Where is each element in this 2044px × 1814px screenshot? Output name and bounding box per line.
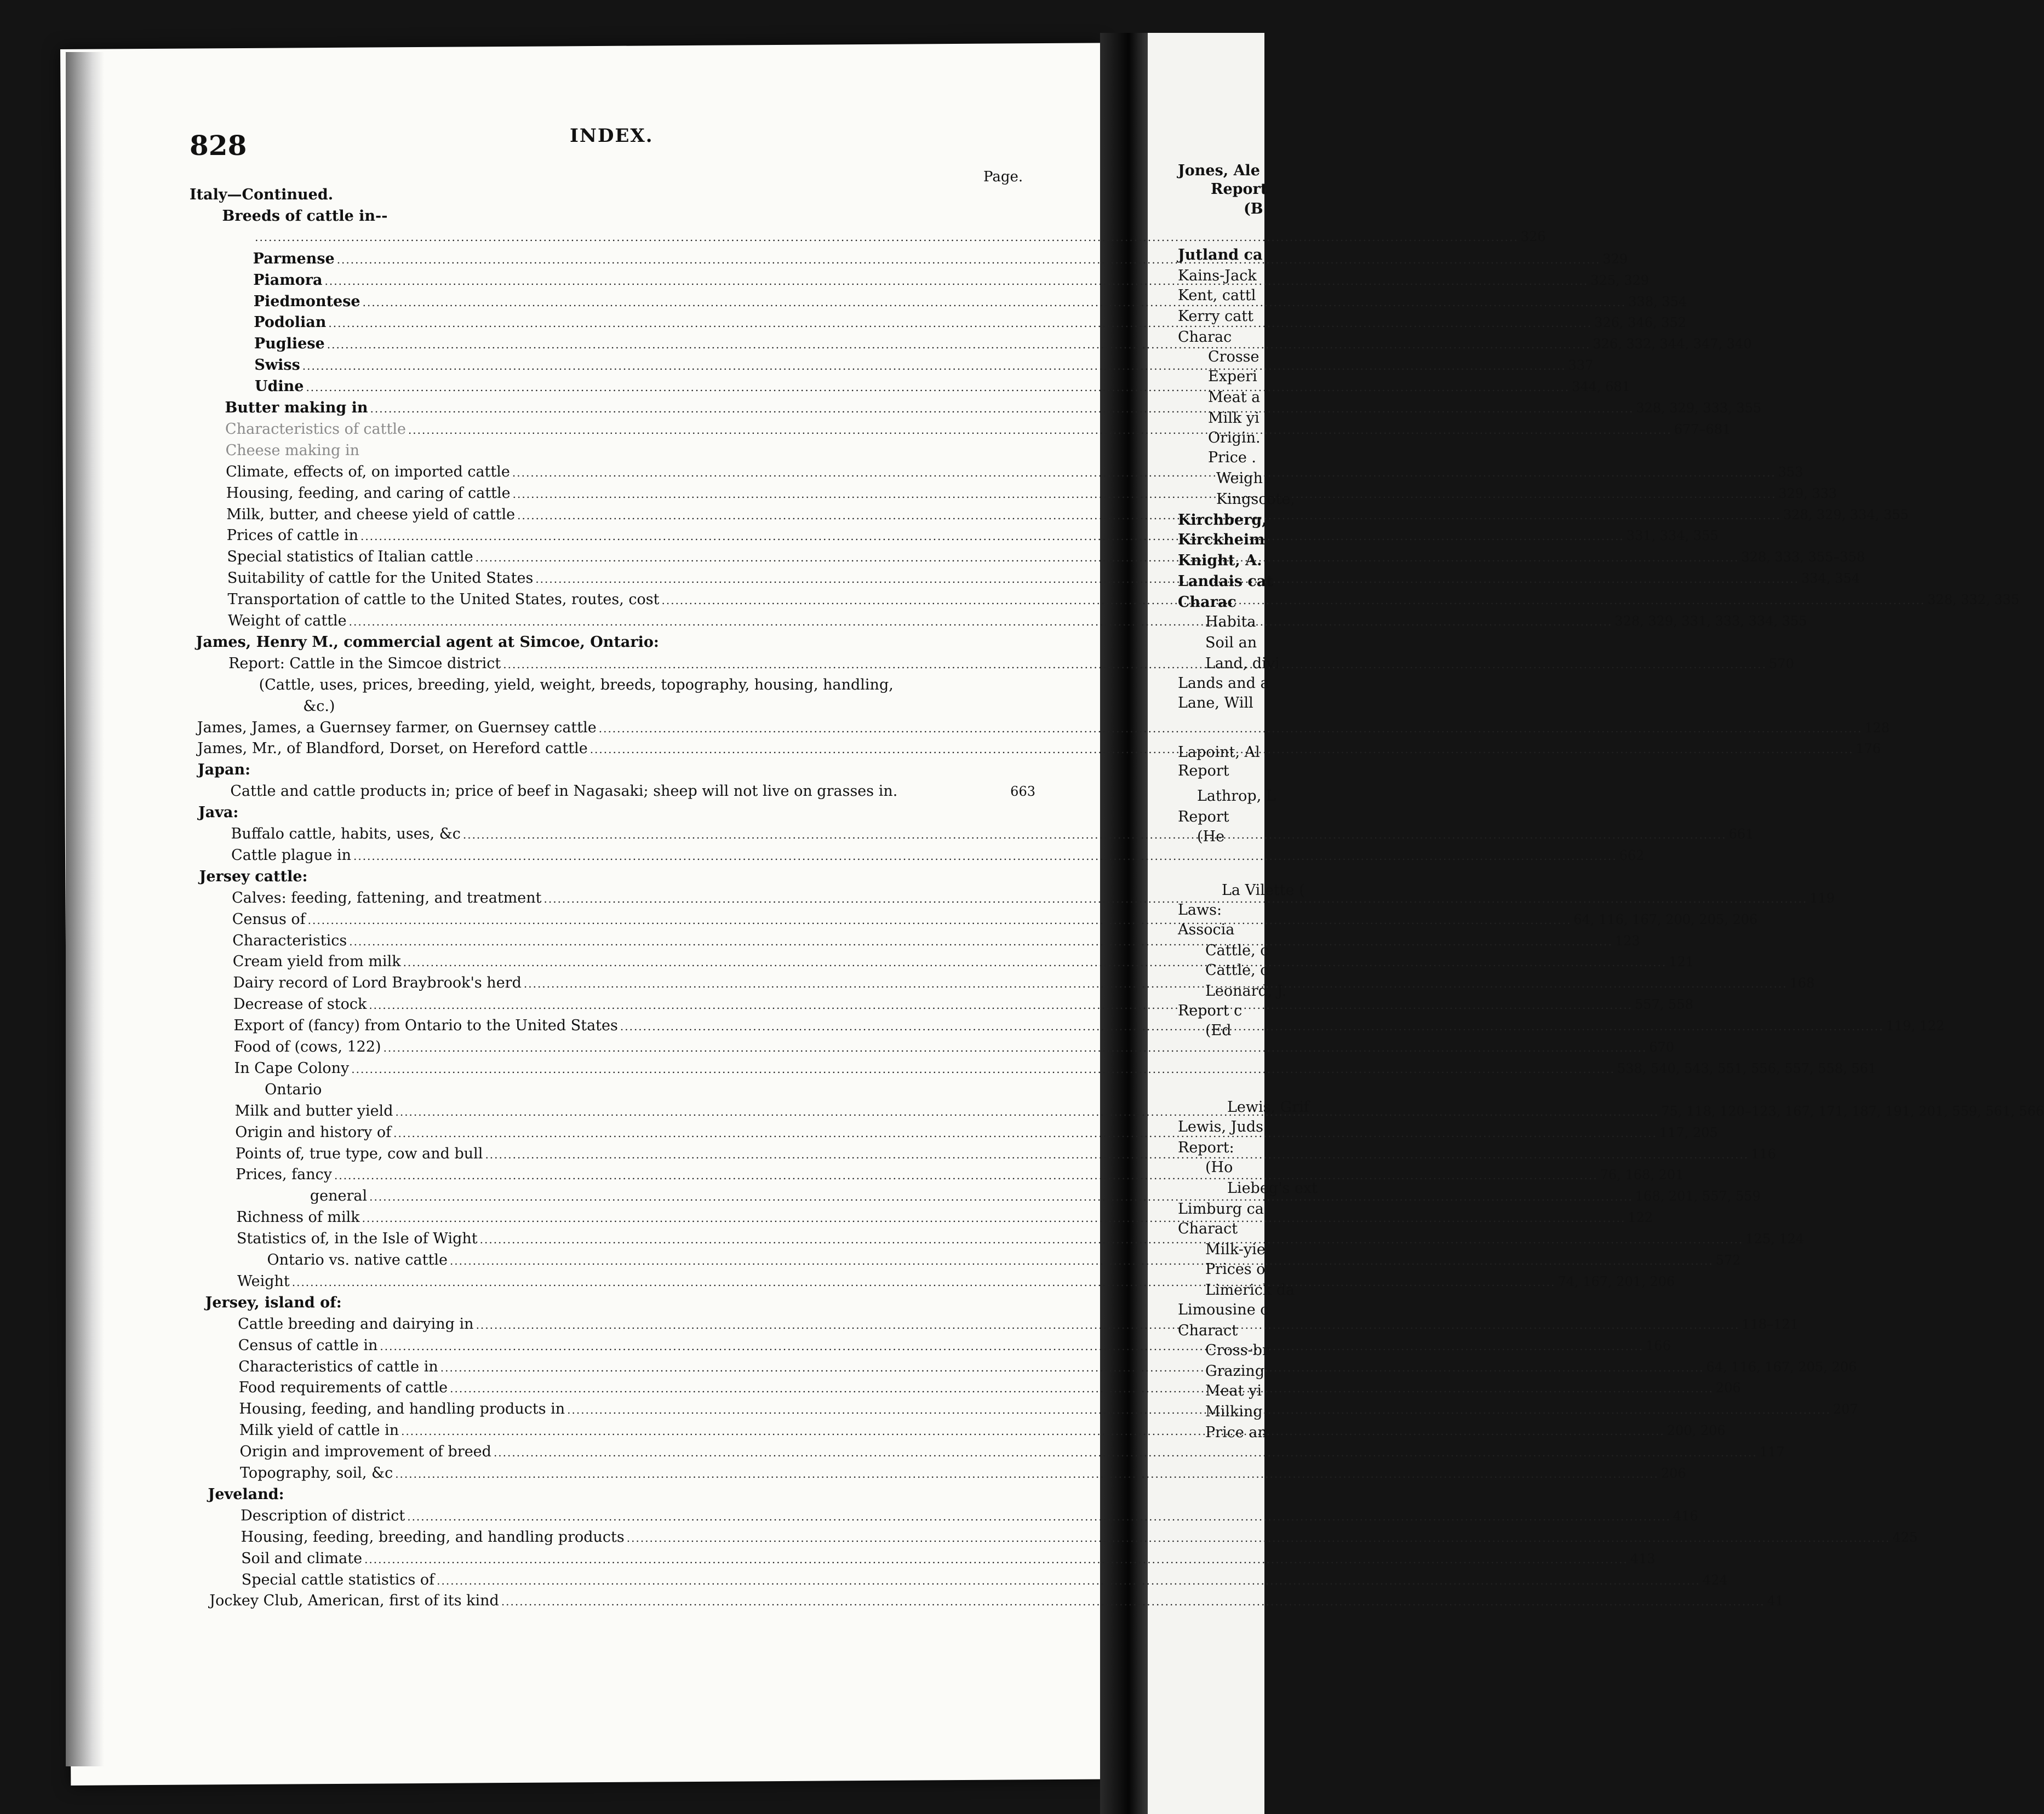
entry-pages: 206 <box>1715 1380 1741 1396</box>
right-page-line: Lane, Will <box>1178 694 1253 711</box>
index-entry <box>265 1081 1035 1100</box>
right-page-line: Jones, Ale <box>1178 162 1260 179</box>
leader-dots <box>476 1318 1740 1331</box>
entry-pages: 344, 681 <box>1572 379 1630 395</box>
entry-pages: 75, 118, 120–123, 167, 171, 187, 191, 201, 559, 561, 566 <box>1661 1103 2044 1119</box>
entry-pages: 677–681 <box>1674 421 1731 437</box>
index-entry <box>303 698 1035 716</box>
right-page-line: Kingscote, <box>1216 491 1296 508</box>
right-page-line: Lands and a <box>1178 675 1269 692</box>
right-page-line: Lewis, Juds <box>1178 1118 1264 1135</box>
entry-label: Census of <box>232 910 306 928</box>
entry-label: Breeds of cattle in-- <box>222 207 388 225</box>
entry-label: Dairy record of Lord Braybrook's herd <box>233 974 522 992</box>
index-entry <box>234 1038 1675 1057</box>
right-page-line: Milk yi <box>1208 410 1259 427</box>
index-entry <box>190 186 1035 205</box>
entry-label: Prices, fancy <box>236 1166 332 1184</box>
right-page-line: Report <box>1178 762 1229 779</box>
right-page-line: Weigh <box>1216 470 1263 487</box>
leader-dots <box>306 381 1570 394</box>
entry-label: Swiss <box>254 357 300 374</box>
entry-label: Topography, soil, &c <box>240 1465 393 1482</box>
right-page-line: Laws: <box>1178 902 1222 919</box>
index-entry <box>233 1017 1945 1036</box>
entry-pages: 121 <box>1669 954 1694 970</box>
entry-label: Description of district <box>241 1507 405 1524</box>
leader-dots <box>512 466 1776 479</box>
leader-dots <box>407 1510 1671 1523</box>
right-page-line: Origin. <box>1208 429 1261 446</box>
leader-dots <box>370 402 1634 415</box>
entry-pages: 176 <box>1856 741 1881 757</box>
entry-label: Origin and history of <box>235 1123 392 1141</box>
entry-pages: 74, 167, 201, 206 <box>1558 1273 1675 1289</box>
entry-label: Ontario vs. native cattle <box>267 1252 448 1268</box>
entry-pages: 206 <box>1661 1466 1686 1481</box>
entry-pages: 663 <box>1010 784 1035 800</box>
leader-dots <box>302 359 1566 372</box>
entry-label: Cattle and cattle products in; price of beef in Nagasaki; sheep will not live on grasses in. <box>230 783 898 800</box>
page-column-label: Page. <box>983 169 1023 185</box>
entry-label: Characteristics <box>232 932 347 949</box>
entry-pages: 338, 354 <box>1628 294 1687 309</box>
entry-pages: 117, 205 <box>1659 1124 1718 1140</box>
right-page-line: Kirckheim <box>1178 531 1265 548</box>
entry-pages: 200, 206 <box>1667 1423 1726 1439</box>
index-entry <box>226 442 1035 461</box>
entry-label: Jersey cattle: <box>199 868 308 885</box>
entry-pages: 329, 333 <box>1778 485 1837 501</box>
index-entry <box>199 868 1035 887</box>
entry-label: Characteristics of cattle <box>225 420 406 438</box>
entry-pages: 125, 124 <box>1745 1231 1805 1247</box>
right-page-line: Cattle, c <box>1205 942 1269 959</box>
entry-label: Suitability of cattle for the United States <box>227 570 534 587</box>
entry-label: Food requirements of cattle <box>238 1379 448 1397</box>
entry-pages: 123 <box>1614 933 1640 949</box>
leader-dots <box>337 253 1601 266</box>
entry-label: Transportation of cattle to the United States, routes, cost <box>227 591 660 609</box>
entry-pages: 64, 116, 167, 205, 206 <box>1706 1359 1857 1375</box>
entry-label: Jockey Club, American, first of its kind <box>209 1592 499 1610</box>
entry-pages: 64, 116, 167, 200, 205, 206 <box>1573 911 1758 927</box>
right-page-line: Limburg ca <box>1178 1201 1264 1218</box>
right-page-line: Experi <box>1208 368 1257 385</box>
entry-pages: 117 <box>1759 1444 1785 1460</box>
entry-label: Weight of cattle <box>228 612 347 629</box>
entry-pages: 325, 329 <box>1590 272 1650 288</box>
entry-label: (Cattle, uses, prices, breeding, yield, weight, breeds, topography, housing, handling, <box>259 676 894 693</box>
index-entry <box>230 783 1035 801</box>
index-entry <box>197 719 1890 738</box>
entry-pages: 538, 540, 543, 551, 556, 557, 558, 561 <box>1617 1060 1877 1076</box>
entry-label: Java: <box>198 804 239 822</box>
index-entry <box>239 1443 1785 1462</box>
entry-label: Housing, feeding, breeding, and handling products <box>241 1528 625 1546</box>
index-entry <box>241 1571 1728 1590</box>
entry-pages: 326, 332, 344, 347, 340 <box>1593 336 1752 352</box>
entry-pages: 570 <box>1768 656 1794 671</box>
entry-label: Climate, effects of, on imported cattle <box>226 463 510 480</box>
leader-dots <box>380 1340 1644 1353</box>
leader-dots <box>349 615 1613 628</box>
entry-label: Ontario <box>265 1081 322 1098</box>
right-page-line: Knight, A. <box>1178 552 1262 569</box>
right-page-line: Habita <box>1205 613 1256 630</box>
right-page-line: (Ed <box>1205 1022 1232 1039</box>
entry-label: general <box>310 1187 368 1205</box>
index-entry <box>209 1592 1784 1611</box>
entry-label: Calves: feeding, fattening, and treatment <box>232 889 542 906</box>
index-entry <box>259 676 1035 695</box>
entry-label: Jersey, island of: <box>205 1294 342 1311</box>
entry-label: Buffalo cattle, habits, uses, &c <box>231 825 461 842</box>
entry-label: Italy—Continued. <box>190 186 334 203</box>
right-page-line: Kerry catt <box>1178 308 1253 325</box>
index-entry <box>222 208 1035 226</box>
leader-dots <box>255 231 1519 244</box>
right-page-line: Kent, cattl <box>1178 287 1256 304</box>
entry-label: Podolian <box>254 314 327 331</box>
entry-label: Udine <box>254 378 304 395</box>
entry-pages: 557, 558 <box>1634 997 1693 1013</box>
leader-dots <box>485 1148 1749 1161</box>
entry-label: Piamora <box>253 271 323 289</box>
entry-pages: 424 <box>1702 1572 1728 1588</box>
entry-pages: 328, 332, 335 <box>1927 592 2020 608</box>
entry-pages: 328, 329, 333, 355 <box>1636 400 1762 416</box>
entry-label: Cheese making in <box>225 441 359 459</box>
entry-label: &c.) <box>303 697 335 715</box>
entry-label: Soil and climate <box>241 1549 363 1567</box>
right-page-line: Charact <box>1178 1220 1238 1237</box>
right-page-line: Cross-br <box>1205 1342 1269 1359</box>
leader-dots <box>360 530 1624 543</box>
entry-pages: 128 <box>1864 720 1890 736</box>
entry-label: Food of (cows, 122) <box>234 1038 381 1055</box>
right-page-line: Charact <box>1178 1322 1238 1339</box>
right-page-line: Grazing <box>1205 1363 1265 1380</box>
entry-pages: 118–121 <box>1742 1316 1799 1332</box>
leader-dots <box>480 1233 1744 1246</box>
leader-dots <box>494 1446 1757 1459</box>
right-page-line: Cattle, c <box>1205 962 1269 979</box>
leader-dots <box>364 1553 1628 1566</box>
index-entry <box>234 1059 1877 1078</box>
entry-label: Richness of milk <box>236 1209 360 1226</box>
entry-label: James, James, a Guernsey farmer, on Guernsey cattle <box>197 719 597 736</box>
entry-label: Piedmontese <box>253 292 360 310</box>
leader-dots <box>369 998 1633 1012</box>
leader-dots <box>450 1254 1714 1267</box>
leader-dots <box>334 1169 1598 1182</box>
entry-label: Parmense <box>253 250 335 267</box>
right-page-line: Kirchberg, <box>1178 512 1267 529</box>
entry-pages: 326 <box>1520 228 1546 244</box>
index-entry <box>241 1507 1698 1526</box>
right-page-line: (Ho <box>1205 1159 1233 1176</box>
right-page-line: Meat yi <box>1205 1382 1262 1399</box>
leader-dots <box>567 1403 1831 1416</box>
entry-pages: 661 <box>1728 826 1754 842</box>
right-page-line: Lewis, Grif <box>1227 1099 1309 1116</box>
leader-dots <box>325 274 1589 288</box>
index-entry <box>205 1294 1035 1313</box>
entry-pages: 207 <box>1833 1402 1858 1417</box>
right-page-line: Price . <box>1208 449 1256 466</box>
right-page-line: Charac <box>1178 329 1232 346</box>
leader-dots <box>403 956 1667 969</box>
entry-label: Housing, feeding, and caring of cattle <box>226 484 511 502</box>
right-page-line: Limerick da <box>1205 1282 1295 1299</box>
entry-pages: 413 <box>1630 1551 1656 1566</box>
entry-label: Housing, feeding, and handling products in <box>239 1400 565 1418</box>
entry-pages: 328, 329, 334, 355 <box>1783 507 1909 523</box>
leader-dots <box>362 1212 1626 1225</box>
leader-dots <box>662 594 1926 607</box>
leader-dots <box>308 914 1572 927</box>
entry-pages: 326, 346, 352 <box>1594 315 1687 331</box>
entry-label: Milk and butter yield <box>234 1102 393 1120</box>
entry-label: Origin and improvement of breed <box>239 1443 491 1461</box>
entry-label: Special cattle statistics of <box>241 1571 435 1588</box>
entry-pages: 334, 354 <box>1801 571 1860 587</box>
index-entry <box>196 634 1035 652</box>
leader-dots <box>393 1127 1657 1140</box>
index-entry <box>253 228 1546 248</box>
entry-pages: 328, 333, 355–358 <box>1741 549 1865 565</box>
entry-label: Special statistics of Italian cattle <box>227 548 473 566</box>
entry-pages: 119, 122 <box>1886 1018 1945 1034</box>
index-entry <box>254 357 1594 375</box>
entry-label: Jeveland: <box>208 1485 284 1503</box>
right-page-line: Report <box>1211 181 1268 198</box>
entry-label: Pugliese <box>254 335 325 353</box>
leader-dots <box>369 1190 1633 1203</box>
right-page-line: Report: <box>1178 1139 1234 1156</box>
entry-label: Cattle breeding and dairying in <box>238 1315 474 1333</box>
right-page-line: Charac <box>1178 594 1236 611</box>
index-entry <box>198 804 1035 823</box>
entry-pages: 166 <box>1646 1337 1671 1353</box>
entry-label: James, Mr., of Blandford, Dorset, on Hereford cattle <box>197 740 588 757</box>
index-entry <box>254 378 1630 397</box>
entry-pages: 41 <box>1767 1593 1784 1609</box>
right-page-line: Report c <box>1178 1002 1243 1019</box>
entry-label: Characteristics of cattle in <box>238 1358 438 1375</box>
entry-pages: 331, 334, 355 <box>1626 528 1719 544</box>
entry-pages: 572 <box>1715 1253 1741 1268</box>
right-page-line: Milk-yie <box>1205 1241 1266 1258</box>
right-page-line: Soil an <box>1205 634 1257 651</box>
entry-label: Cattle plague in <box>231 846 351 864</box>
leader-dots <box>383 1041 1647 1054</box>
entry-label: Export of (fancy) from Ontario to the United States <box>233 1017 618 1035</box>
right-page-line: La Vilette ( <box>1222 882 1305 899</box>
right-page-line: Land, divi <box>1205 655 1280 672</box>
leader-dots <box>349 935 1613 948</box>
leader-dots <box>450 1382 1714 1395</box>
entry-label: Weight <box>237 1272 290 1290</box>
leader-dots <box>353 849 1617 863</box>
right-page-line: Landais cat <box>1178 573 1273 590</box>
right-page-line: Kains-Jack <box>1178 267 1257 284</box>
index-entry <box>236 1230 1805 1249</box>
leader-dots <box>544 892 1808 905</box>
right-page-line: Milking <box>1205 1403 1263 1420</box>
entry-label: Butter making in <box>225 399 368 416</box>
right-page-line: Liebeg's ext <box>1227 1180 1318 1197</box>
leader-dots <box>363 296 1627 309</box>
entry-label: James, Henry M., commercial agent at Simcoe, Ontario: <box>196 633 659 651</box>
right-page-line: Associa <box>1178 921 1235 938</box>
leader-dots <box>437 1574 1701 1587</box>
leader-dots <box>524 977 1788 990</box>
entry-label: Japan: <box>197 761 251 779</box>
entry-pages: 328, 329, 331, 333, 334, 355 <box>1614 613 1807 629</box>
leader-dots <box>463 828 1727 841</box>
leader-dots <box>517 509 1781 522</box>
entry-label: Milk yield of cattle in <box>239 1422 399 1439</box>
leader-dots <box>327 338 1591 351</box>
right-page-line: Jutland ca <box>1178 246 1263 263</box>
right-page-line: Prices o <box>1205 1261 1266 1278</box>
leader-dots <box>599 722 1863 735</box>
leader-dots <box>503 658 1767 671</box>
right-page-line: Price an <box>1205 1424 1267 1441</box>
entry-pages: 168, 201, 557, 559 <box>1635 1189 1761 1204</box>
entry-pages: 76, 168, 201 <box>1600 1167 1684 1183</box>
page-number: 828 <box>190 129 247 162</box>
entry-pages: 662 <box>1619 847 1645 863</box>
right-page-line: (He <box>1197 828 1225 845</box>
entry-pages: 670 <box>1649 1040 1675 1055</box>
entry-label: Statistics of, in the Isle of Wight <box>236 1230 478 1248</box>
entry-pages: 353 <box>1778 464 1803 480</box>
leader-dots <box>328 317 1592 330</box>
index-entry <box>225 399 1762 418</box>
leader-dots <box>513 487 1777 501</box>
right-page-line: Lapoint, Al <box>1178 744 1260 761</box>
entry-label: Census of cattle in <box>238 1336 378 1354</box>
leader-dots <box>292 1276 1556 1289</box>
entry-pages: 425 <box>1892 1529 1918 1545</box>
leader-dots <box>535 572 1799 585</box>
entry-pages: 416 <box>1673 1508 1698 1524</box>
entry-pages: 122 <box>1628 1210 1653 1226</box>
entry-pages: 329 <box>1602 251 1628 267</box>
leader-dots <box>627 1531 1891 1545</box>
leader-dots <box>476 551 1739 564</box>
entry-label: Cream yield from milk <box>232 953 401 971</box>
right-page-line: Leonard, J. <box>1205 983 1287 1000</box>
entry-label: Report: Cattle in the Simcoe district <box>228 655 501 672</box>
index-entry <box>208 1486 1035 1505</box>
entry-label: In Cape Colony <box>234 1059 350 1077</box>
entry-label: Prices of cattle in <box>226 527 359 544</box>
right-page-line: Meat a <box>1208 389 1261 406</box>
leader-dots <box>501 1595 1765 1608</box>
running-head: INDEX. <box>570 125 654 147</box>
right-page-line: Lathrop, L <box>1197 788 1276 805</box>
entry-pages: 119 <box>1810 890 1835 906</box>
right-page-line: (B <box>1244 200 1263 217</box>
leader-dots <box>395 1467 1659 1480</box>
index-entry <box>240 1465 1686 1483</box>
leader-dots <box>440 1361 1704 1374</box>
right-page-line: Report <box>1178 808 1229 825</box>
entry-pages: 337 <box>1568 358 1594 374</box>
leader-dots <box>401 1425 1665 1438</box>
right-page-line: Crosse <box>1208 348 1259 365</box>
leader-dots <box>395 1105 1659 1118</box>
entry-label: Points of, true type, cow and bull <box>235 1145 483 1162</box>
entry-label: Decrease of stock <box>233 996 367 1013</box>
index-entry <box>241 1549 1656 1569</box>
leader-dots <box>408 423 1672 437</box>
leader-dots <box>351 1063 1615 1076</box>
entry-pages: 116 <box>1751 1146 1776 1162</box>
index-entry <box>198 761 1035 780</box>
index-entry <box>241 1528 1918 1547</box>
right-page-line: Limousine c <box>1178 1301 1269 1318</box>
entry-label: Milk, butter, and cheese yield of cattle <box>226 506 516 523</box>
entry-pages: 168 <box>1789 975 1815 991</box>
index-entry <box>231 846 1645 865</box>
